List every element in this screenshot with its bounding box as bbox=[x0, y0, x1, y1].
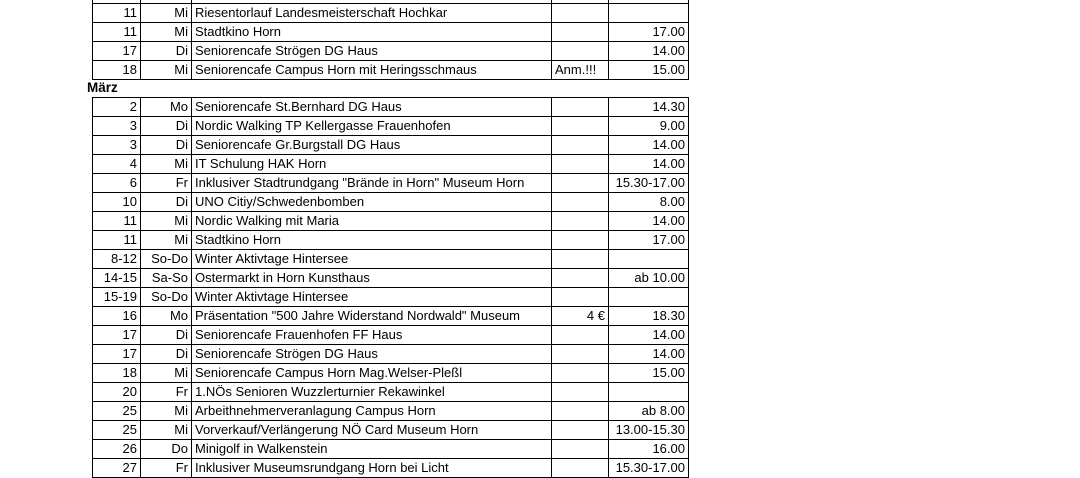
day-cell: Mi bbox=[141, 402, 192, 421]
event-row bbox=[93, 174, 689, 193]
event-cell: Seniorencafe St.Bernhard DG Haus bbox=[192, 98, 552, 117]
events-table-february bbox=[92, 0, 689, 80]
event-cell: Winter Aktivtage Hintersee bbox=[192, 288, 552, 307]
event-row bbox=[93, 459, 689, 478]
event-row bbox=[93, 269, 689, 288]
event-cell: Stadtkino Horn bbox=[192, 231, 552, 250]
event-row bbox=[93, 42, 689, 61]
day-cell: Di bbox=[141, 345, 192, 364]
time-cell bbox=[609, 288, 689, 307]
time-cell bbox=[609, 250, 689, 269]
date-cell: 25 bbox=[93, 421, 141, 440]
event-cell: Seniorencafe Strögen DG Haus bbox=[192, 345, 552, 364]
time-cell: 17.00 bbox=[609, 23, 689, 42]
note-cell bbox=[552, 174, 609, 193]
time-cell: 18.30 bbox=[609, 307, 689, 326]
event-row bbox=[93, 193, 689, 212]
day-cell: Mi bbox=[141, 155, 192, 174]
event-row bbox=[93, 307, 689, 326]
note-cell bbox=[552, 250, 609, 269]
day-cell: Mi bbox=[141, 212, 192, 231]
event-row bbox=[93, 231, 689, 250]
date-cell: 11 bbox=[93, 231, 141, 250]
note-cell: Anm.!!! bbox=[552, 61, 609, 80]
event-row bbox=[93, 383, 689, 402]
time-cell: ab 10.00 bbox=[609, 269, 689, 288]
note-cell bbox=[552, 459, 609, 478]
date-cell: 15-19 bbox=[93, 288, 141, 307]
date-cell: 4 bbox=[93, 155, 141, 174]
date-cell: 17 bbox=[93, 326, 141, 345]
date-cell: 27 bbox=[93, 459, 141, 478]
time-cell: 14.00 bbox=[609, 326, 689, 345]
time-cell: 14.00 bbox=[609, 42, 689, 61]
event-cell: Ostermarkt in Horn Kunsthaus bbox=[192, 269, 552, 288]
note-cell bbox=[552, 117, 609, 136]
time-cell: 14.30 bbox=[609, 98, 689, 117]
note-cell bbox=[552, 136, 609, 155]
date-cell: 26 bbox=[93, 440, 141, 459]
time-cell bbox=[609, 4, 689, 23]
event-cell: IT Schulung HAK Horn bbox=[192, 155, 552, 174]
day-cell: Mo bbox=[141, 98, 192, 117]
time-cell: 14.00 bbox=[609, 155, 689, 174]
event-cell: Inklusiver Museumsrundgang Horn bei Licht bbox=[192, 459, 552, 478]
events-table-march bbox=[92, 97, 689, 478]
event-row bbox=[93, 345, 689, 364]
time-cell: 17.00 bbox=[609, 231, 689, 250]
event-cell: Nordic Walking mit Maria bbox=[192, 212, 552, 231]
day-cell: Mo bbox=[141, 307, 192, 326]
time-cell: ab 8.00 bbox=[609, 402, 689, 421]
time-cell: 15.30-17.00 bbox=[609, 174, 689, 193]
day-cell: Sa-So bbox=[141, 269, 192, 288]
date-cell: 2 bbox=[93, 98, 141, 117]
event-cell: Seniorencafe Strögen DG Haus bbox=[192, 42, 552, 61]
event-cell: Seniorencafe Campus Horn mit Heringsschmaus bbox=[192, 61, 552, 80]
event-row bbox=[93, 23, 689, 42]
event-row bbox=[93, 155, 689, 174]
event-row bbox=[93, 402, 689, 421]
event-cell: Vorverkauf/Verlängerung NÖ Card Museum Horn bbox=[192, 421, 552, 440]
day-cell: Fr bbox=[141, 383, 192, 402]
february-rows bbox=[93, 0, 689, 80]
date-cell: 11 bbox=[93, 212, 141, 231]
day-cell: Di bbox=[141, 326, 192, 345]
note-cell bbox=[552, 326, 609, 345]
date-cell: 17 bbox=[93, 345, 141, 364]
date-cell: 18 bbox=[93, 364, 141, 383]
event-row bbox=[93, 250, 689, 269]
event-row bbox=[93, 288, 689, 307]
event-row bbox=[93, 440, 689, 459]
note-cell bbox=[552, 402, 609, 421]
note-cell bbox=[552, 364, 609, 383]
day-cell: Mi bbox=[141, 4, 192, 23]
day-cell: Di bbox=[141, 193, 192, 212]
note-cell bbox=[552, 269, 609, 288]
event-row bbox=[93, 117, 689, 136]
day-cell: So-Do bbox=[141, 250, 192, 269]
date-cell: 17 bbox=[93, 42, 141, 61]
time-cell: 14.00 bbox=[609, 212, 689, 231]
event-cell: Seniorencafe Frauenhofen FF Haus bbox=[192, 326, 552, 345]
event-cell: Inklusiver Stadtrundgang "Brände in Horn" Museum Horn bbox=[192, 174, 552, 193]
time-cell: 9.00 bbox=[609, 117, 689, 136]
event-row bbox=[93, 364, 689, 383]
event-row bbox=[93, 212, 689, 231]
event-cell: Riesentorlauf Landesmeisterschaft Hochkar bbox=[192, 4, 552, 23]
time-cell: 15.00 bbox=[609, 61, 689, 80]
day-cell: Di bbox=[141, 117, 192, 136]
event-cell: Präsentation "500 Jahre Widerstand Nordwald" Museum bbox=[192, 307, 552, 326]
day-cell: Mi bbox=[141, 23, 192, 42]
event-cell: Winter Aktivtage Hintersee bbox=[192, 250, 552, 269]
event-cell: UNO Citiy/Schwedenbomben bbox=[192, 193, 552, 212]
time-cell: 15.30-17.00 bbox=[609, 459, 689, 478]
event-cell: 1.NÖs Senioren Wuzzlerturnier Rekawinkel bbox=[192, 383, 552, 402]
month-heading-maerz: März bbox=[87, 80, 118, 95]
day-cell: Mi bbox=[141, 61, 192, 80]
time-cell: 14.00 bbox=[609, 136, 689, 155]
event-cell: Stadtkino Horn bbox=[192, 23, 552, 42]
event-row bbox=[93, 326, 689, 345]
note-cell bbox=[552, 155, 609, 174]
note-cell: 4 € bbox=[552, 307, 609, 326]
date-cell: 8-12 bbox=[93, 250, 141, 269]
date-cell: 6 bbox=[93, 174, 141, 193]
note-cell bbox=[552, 42, 609, 61]
note-cell bbox=[552, 98, 609, 117]
march-rows bbox=[93, 98, 689, 478]
day-cell: Mi bbox=[141, 421, 192, 440]
date-cell: 20 bbox=[93, 383, 141, 402]
event-cell: Arbeithnehmerveranlagung Campus Horn bbox=[192, 402, 552, 421]
event-row bbox=[93, 98, 689, 117]
time-cell: 14.00 bbox=[609, 345, 689, 364]
event-cell: Seniorencafe Gr.Burgstall DG Haus bbox=[192, 136, 552, 155]
note-cell bbox=[552, 288, 609, 307]
date-cell: 25 bbox=[93, 402, 141, 421]
note-cell bbox=[552, 212, 609, 231]
note-cell bbox=[552, 440, 609, 459]
day-cell: Mi bbox=[141, 364, 192, 383]
date-cell: 10 bbox=[93, 193, 141, 212]
time-cell: 13.00-15.30 bbox=[609, 421, 689, 440]
time-cell bbox=[609, 383, 689, 402]
day-cell: Fr bbox=[141, 174, 192, 193]
note-cell bbox=[552, 4, 609, 23]
date-cell: 11 bbox=[93, 4, 141, 23]
event-cell: Nordic Walking TP Kellergasse Frauenhofen bbox=[192, 117, 552, 136]
note-cell bbox=[552, 231, 609, 250]
note-cell bbox=[552, 421, 609, 440]
day-cell: Di bbox=[141, 42, 192, 61]
date-cell: 16 bbox=[93, 307, 141, 326]
day-cell: Mi bbox=[141, 231, 192, 250]
time-cell: 8.00 bbox=[609, 193, 689, 212]
date-cell: 18 bbox=[93, 61, 141, 80]
note-cell bbox=[552, 193, 609, 212]
date-cell: 11 bbox=[93, 23, 141, 42]
note-cell bbox=[552, 23, 609, 42]
date-cell: 14-15 bbox=[93, 269, 141, 288]
day-cell: So-Do bbox=[141, 288, 192, 307]
note-cell bbox=[552, 383, 609, 402]
event-row bbox=[93, 421, 689, 440]
time-cell: 15.00 bbox=[609, 364, 689, 383]
date-cell: 3 bbox=[93, 136, 141, 155]
note-cell bbox=[552, 345, 609, 364]
event-cell: Minigolf in Walkenstein bbox=[192, 440, 552, 459]
event-row bbox=[93, 61, 689, 80]
event-row bbox=[93, 136, 689, 155]
day-cell: Do bbox=[141, 440, 192, 459]
time-cell: 16.00 bbox=[609, 440, 689, 459]
date-cell: 3 bbox=[93, 117, 141, 136]
day-cell: Fr bbox=[141, 459, 192, 478]
event-cell: Seniorencafe Campus Horn Mag.Welser-Pleßl bbox=[192, 364, 552, 383]
day-cell: Di bbox=[141, 136, 192, 155]
event-row bbox=[93, 4, 689, 23]
